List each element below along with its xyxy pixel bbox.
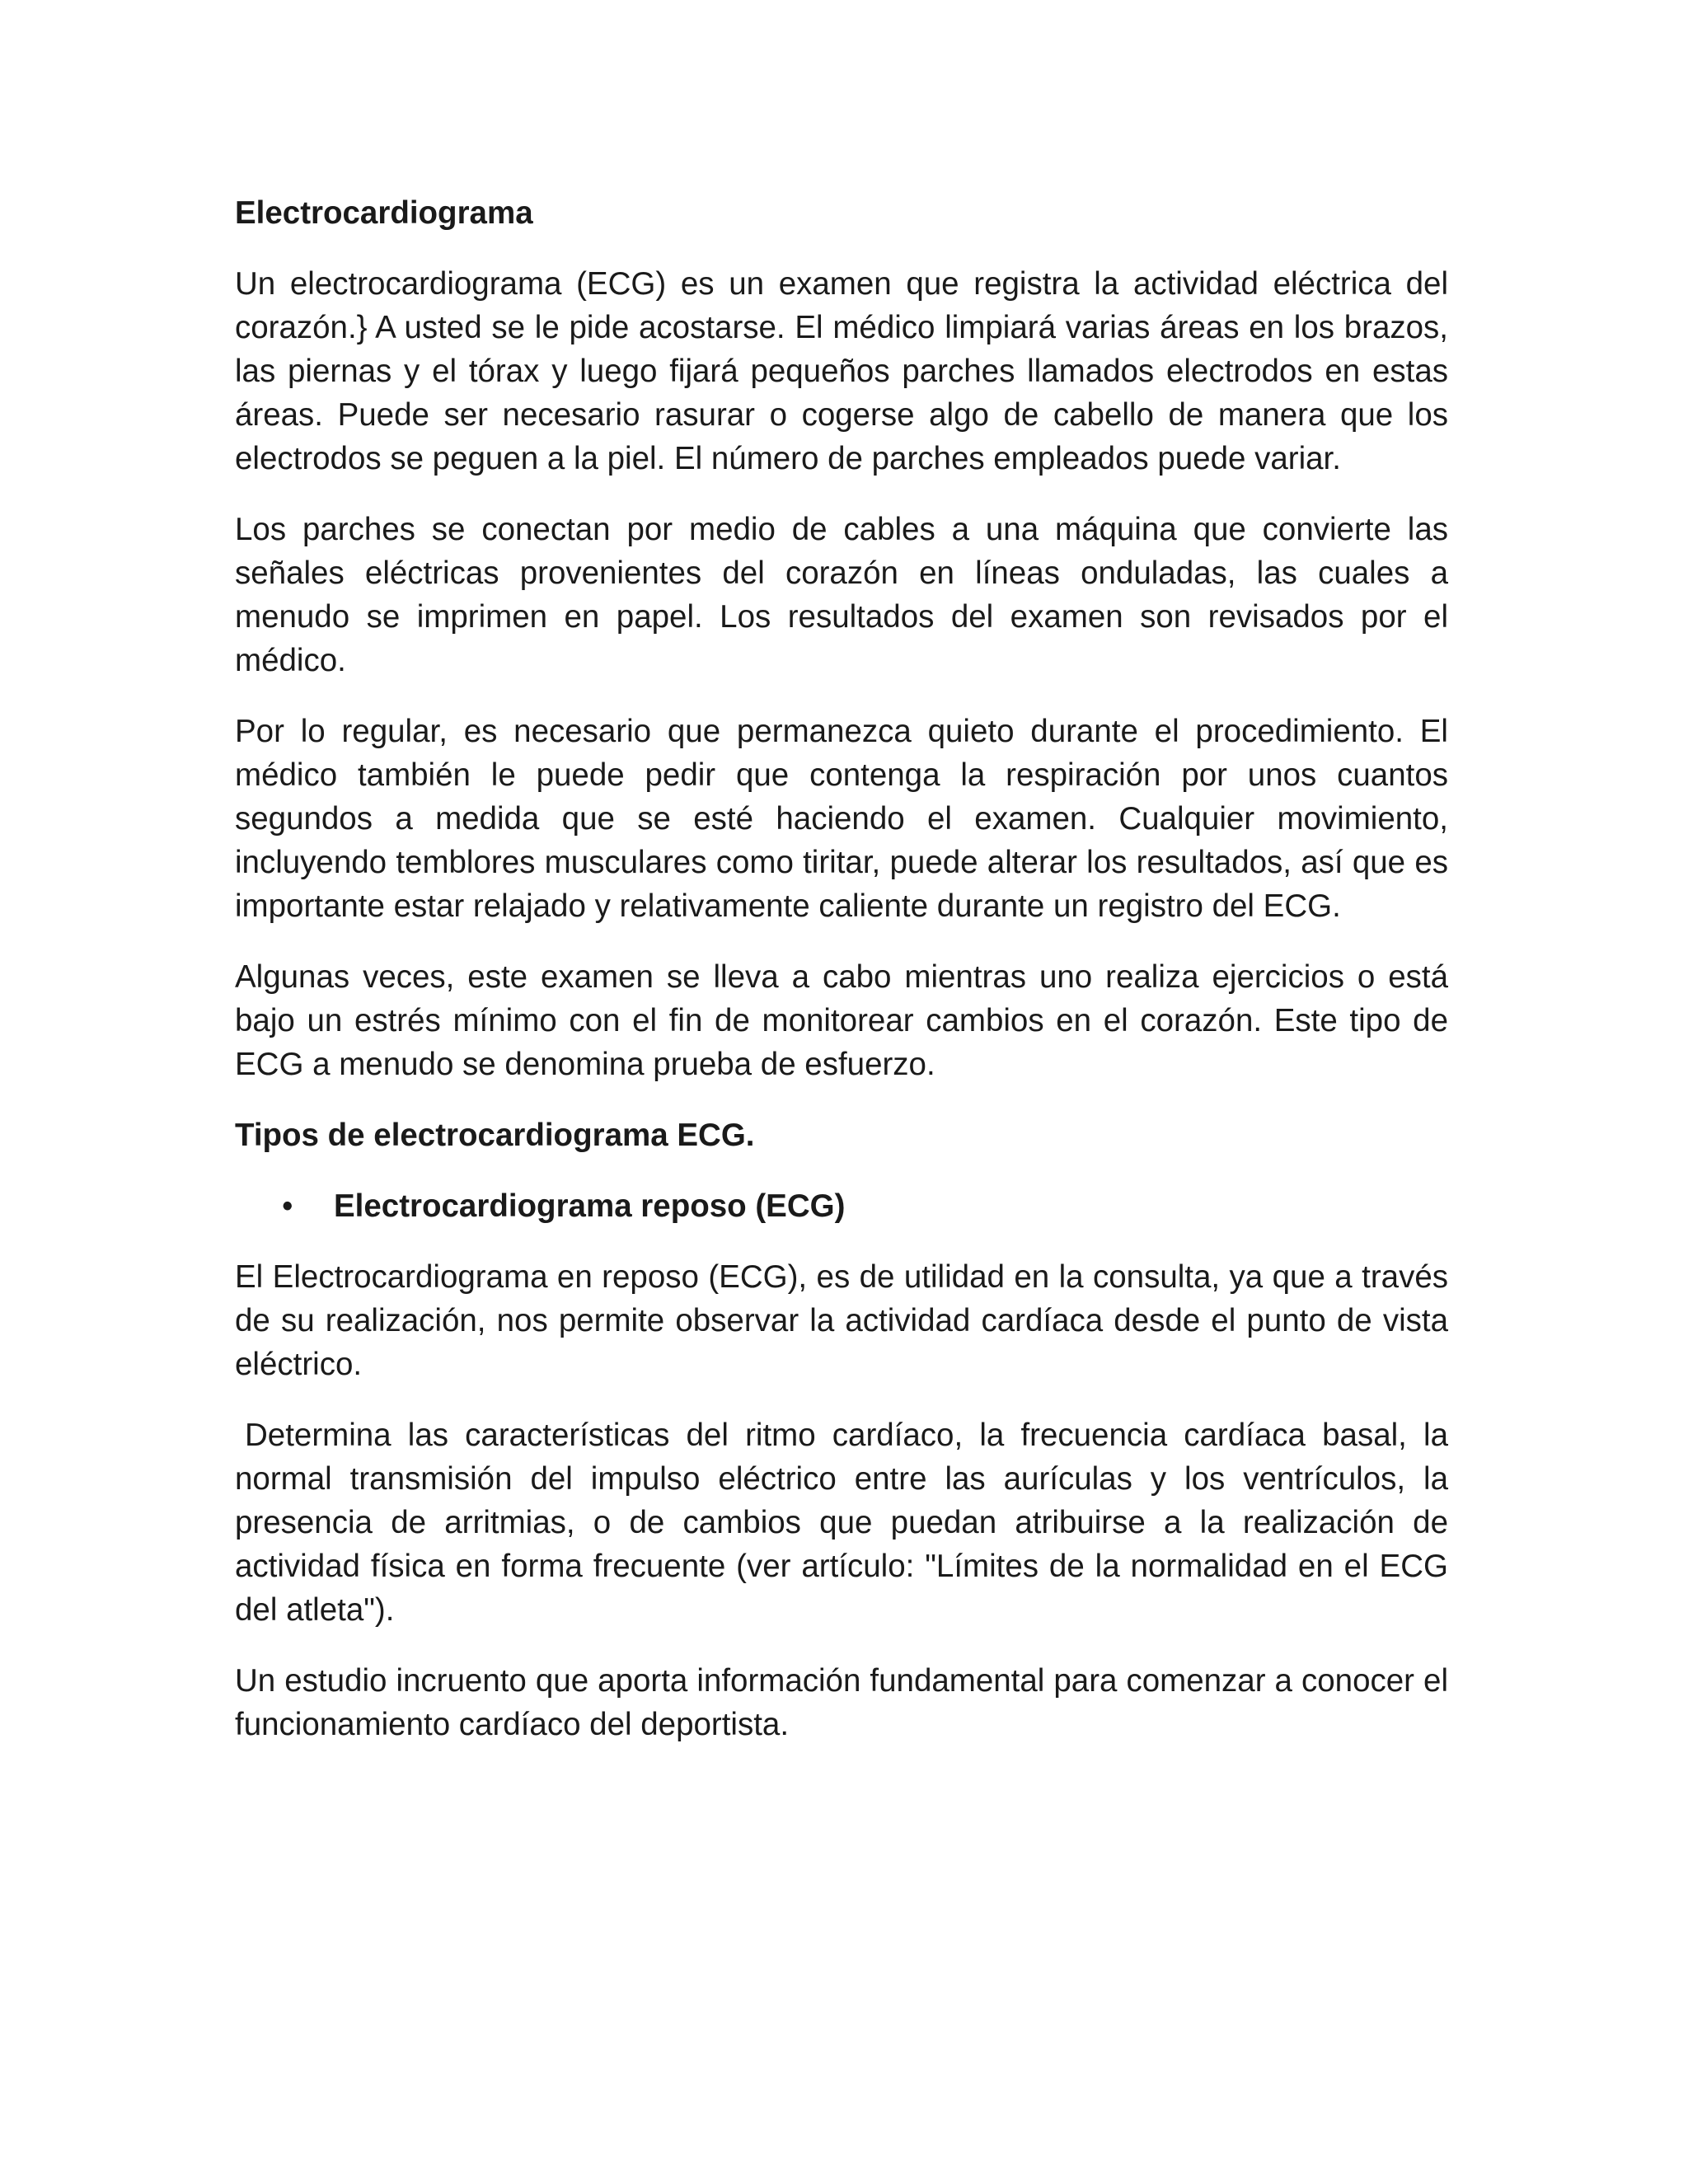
- document-title: Electrocardiograma: [235, 195, 533, 231]
- paragraph-rest-ecg: El Electrocardiograma en reposo (ECG), es de utilidad en la consulta, ya que a través de su realización, nos permite observar la actividad cardíaca desde el punto de vista eléctrico.: [235, 1259, 1448, 1382]
- document-content: [235, 191, 1448, 1774]
- list-item: [235, 1184, 1448, 1228]
- paragraph-procedure: Por lo regular, es necesario que permanezca quieto durante el procedimiento. El médico también le puede pedir que contenga la respiración por unos cuantos segundos a medida que se esté haciendo el examen. Cualquier movimiento, incluyendo temblores musculares como tiritar, puede alterar los resultados, así que es importante estar relajado y relativamente caliente durante un registro del ECG.: [235, 714, 1448, 924]
- section-heading: Tipos de electrocardiograma ECG.: [235, 1118, 755, 1153]
- paragraph-patches: Los parches se conectan por medio de cables a una máquina que convierte las señales eléctricas provenientes del corazón en líneas onduladas, las cuales a menudo se imprimen en papel. Los resultados del examen son revisados por el médico.: [235, 512, 1448, 678]
- paragraph-stress-test: Algunas veces, este examen se lleva a cabo mientras uno realiza ejercicios o está bajo un estrés mínimo con el fin de monitorear cambios en el corazón. Este tipo de ECG a menudo se denomina prueba de esfuerzo.: [235, 959, 1448, 1082]
- paragraph-study: Un estudio incruento que aporta información fundamental para comenzar a conocer el funcionamiento cardíaco del deportista.: [235, 1663, 1448, 1742]
- paragraph-characteristics: Determina las características del ritmo cardíaco, la frecuencia cardíaca basal, la normal transmisión del impulso eléctrico entre las aurículas y los ventrículos, la presencia de arritmias, o de cambios que puedan atribuirse a la realización de actividad física en forma frecuente (ver artículo: "Límites de la normalidad en el ECG del atleta").: [235, 1418, 1448, 1628]
- paragraph-intro: Un electrocardiograma (ECG) es un examen que registra la actividad eléctrica del corazón.} A usted se le pide acostarse. El médico limpiará varias áreas en los brazos, las piernas y el tórax y luego fijará pequeños parches llamados electrodos en estas áreas. Puede ser necesario rasurar o cogerse algo de cabello de manera que los electrodos se peguen a la piel. El número de parches empleados puede variar.: [235, 266, 1448, 476]
- bullet-list: [235, 1184, 1448, 1228]
- bullet-icon: •: [282, 1188, 293, 1224]
- bullet-text: Electrocardiograma reposo (ECG): [334, 1188, 846, 1224]
